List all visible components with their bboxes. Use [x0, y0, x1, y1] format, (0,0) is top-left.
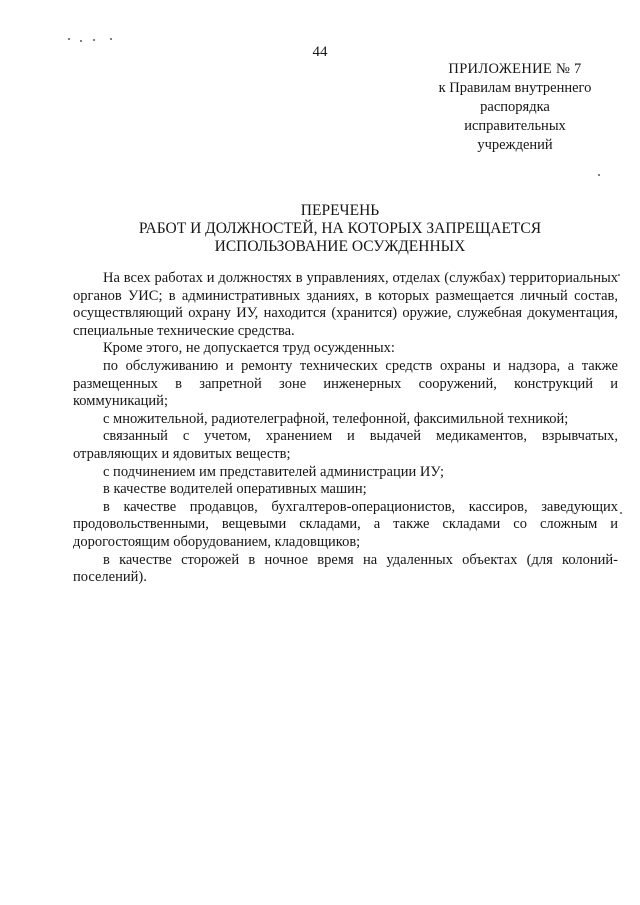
appendix-line: исправительных	[464, 118, 566, 134]
paragraph: в качестве продавцов, бухгалтеров-операционистов, кассиров, заведующих продовольственными, вещевыми складами, а также складами со сложным и дорогостоящим оборудованием, кладовщиков;	[73, 498, 618, 550]
title-line: ПЕРЕЧЕНЬ	[300, 202, 380, 219]
paragraph: Кроме этого, не допускается труд осужденных:	[103, 340, 395, 357]
paragraph: по обслуживанию и ремонту технических средств охраны и надзора, а также размещенных в запретной зоне инженерных сооружений, конструкций и коммуникаций;	[73, 357, 618, 410]
appendix-line: учреждений	[477, 137, 553, 153]
appendix-line: к Правилам внутреннего	[438, 80, 592, 96]
paragraph: с подчинением им представителей администрации ИУ;	[103, 463, 445, 480]
page-number: 44	[312, 44, 328, 60]
paragraph: с множительной, радиотелеграфной, телефонной, факсимильной техникой;	[103, 410, 569, 427]
title-line: ИСПОЛЬЗОВАНИЕ ОСУЖДЕННЫХ	[214, 238, 466, 255]
appendix-title: ПРИЛОЖЕНИЕ № 7	[448, 61, 582, 77]
appendix-line: распорядка	[480, 99, 550, 115]
document-title	[100, 202, 580, 256]
paragraph: в качестве водителей оперативных машин;	[103, 481, 367, 498]
title-line: РАБОТ И ДОЛЖНОСТЕЙ, НА КОТОРЫХ ЗАПРЕЩАЕТСЯ	[138, 220, 542, 237]
paragraph: На всех работах и должностях в управлениях, отделах (службах) территориальных органов УИС; в административных зданиях, в которых размещается личный состав, осуществляющий охрану ИУ, находится (хранится) оружие, служебная документация, специальные технические средства.	[73, 270, 618, 339]
paragraph: в качестве сторожей в ночное время на удаленных объектах (для колоний-поселений).	[73, 551, 618, 586]
appendix-block	[400, 60, 630, 155]
document-body	[73, 270, 618, 587]
paragraph: связанный с учетом, хранением и выдачей медикаментов, взрывчатых, отравляющих и ядовитых веществ;	[73, 428, 618, 462]
